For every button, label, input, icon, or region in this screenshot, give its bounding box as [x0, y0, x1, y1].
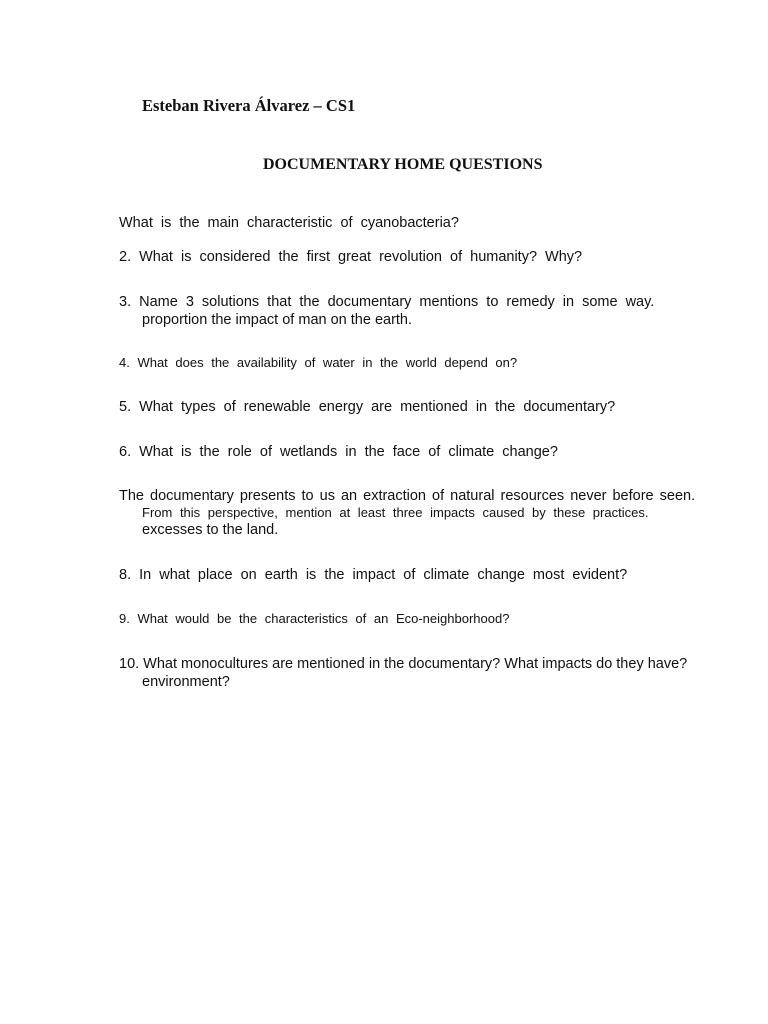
question-4: 4. What does the availability of water in the world depend on? — [119, 355, 518, 370]
question-7-line-1: The documentary presents to us an extraction of natural resources never before seen. — [119, 488, 696, 504]
author-line: Esteban Rivera Álvarez – CS1 — [142, 96, 356, 115]
question-6: 6. What is the role of wetlands in the face of climate change? — [119, 444, 558, 460]
question-1: What is the main characteristic of cyanobacteria? — [119, 215, 459, 231]
document-title: DOCUMENTARY HOME QUESTIONS — [263, 156, 543, 173]
question-10-line-2: environment? — [142, 674, 230, 690]
question-3-line-1: 3. Name 3 solutions that the documentary mentions to remedy in some way. — [119, 294, 655, 310]
question-2: 2. What is considered the first great revolution of humanity? Why? — [119, 249, 583, 265]
question-3-line-2: proportion the impact of man on the earth. — [142, 312, 413, 328]
question-8: 8. In what place on earth is the impact of climate change most evident? — [119, 567, 628, 583]
question-7-line-3: excesses to the land. — [142, 522, 279, 538]
question-5: 5. What types of renewable energy are mentioned in the documentary? — [119, 399, 616, 415]
question-9: 9. What would be the characteristics of an Eco-neighborhood? — [119, 611, 510, 626]
question-7-line-2: From this perspective, mention at least three impacts caused by these practices. — [142, 505, 649, 520]
question-10-line-1: 10. What monocultures are mentioned in the documentary? What impacts do they have? — [119, 656, 688, 672]
